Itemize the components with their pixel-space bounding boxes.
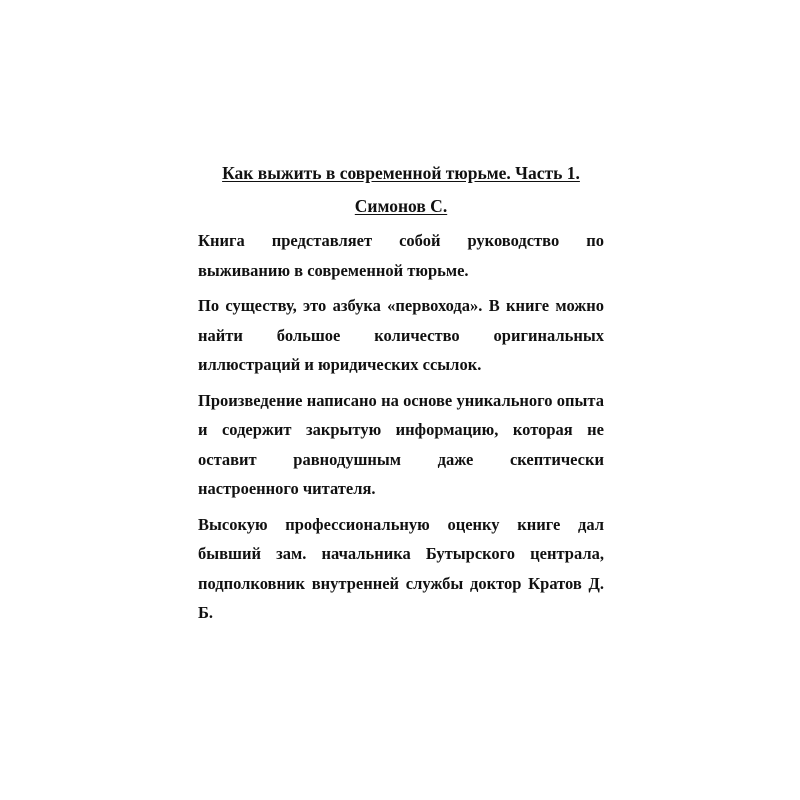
book-author: Симонов С. <box>354 196 448 216</box>
document-page <box>198 158 604 628</box>
book-title: Как выжить в современной тюрьме. Часть 1. <box>222 163 580 183</box>
description-paragraph-2: По существу, это азбука «первохода». В книге можно найти большое количество оригинальных иллюстраций и юридических ссылок. <box>198 296 604 374</box>
description-paragraph-4: Высокую профессиональную оценку книге дал бывший зам. начальника Бутырского централа, подполковник внутренней службы доктор Кратов Д. Б. <box>198 514 604 622</box>
description-paragraph-3: Произведение написано на основе уникального опыта и содержит закрытую информацию, которая не оставит равнодушным даже скептически настроенного читателя. <box>198 390 604 498</box>
description-paragraph-1: Книга представляет собой руководство по выживанию в современной тюрьме. <box>198 231 604 280</box>
